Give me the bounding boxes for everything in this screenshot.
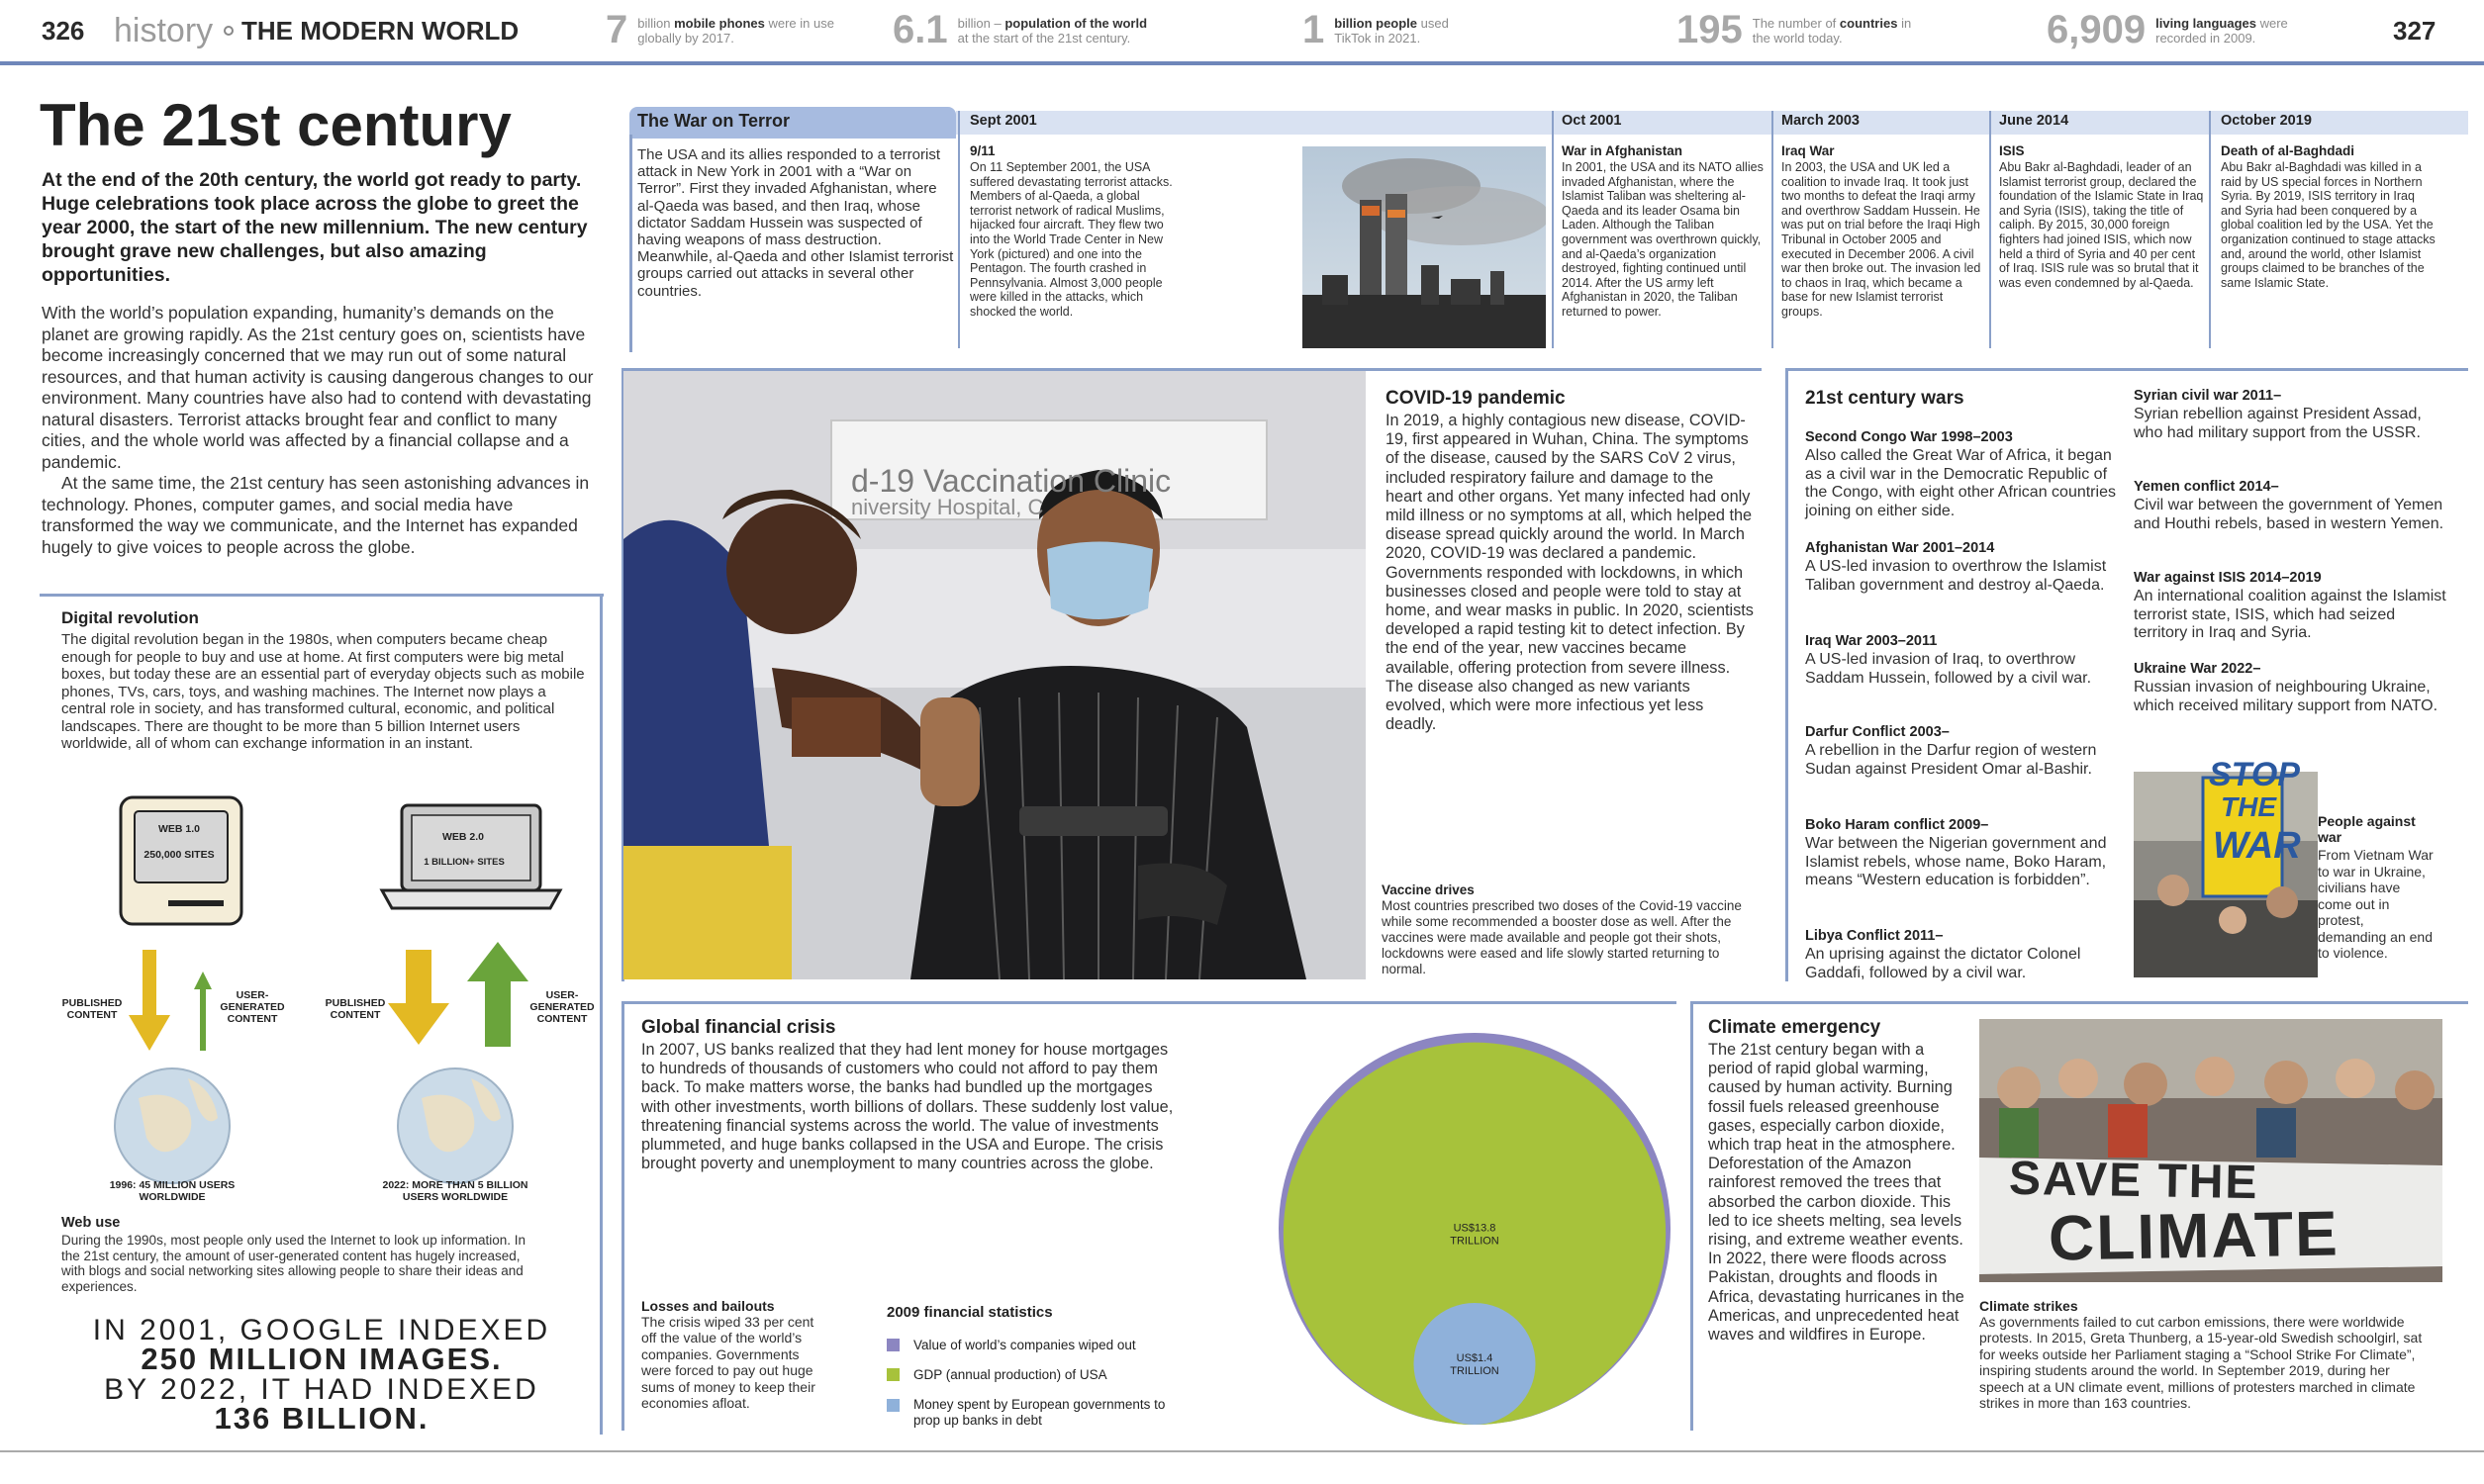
war-on-terror-intro: The USA and its allies responded to a terrorist attack in New York in 2001 with a “War on Terror”. First they invaded Afghanistan, where al-Qaeda was based, and then Iraq, whose dictator Saddam Hussein was suspected of having weapons of mass destruction. Meanwhile, al-Qaeda and other Islamist terrorist groups carried out attacks in several other countries.	[637, 146, 954, 300]
timeline-date: March 2003	[1781, 113, 1860, 129]
war-item	[2134, 479, 2450, 533]
timeline-tick	[1552, 111, 1554, 348]
war-item-body: Also called the Great War of Africa, it began as a civil war in the Democratic Republic of the Congo, with eight other African countries joining on either side.	[1805, 447, 2116, 519]
intro-paragraph: At the same time, the 21st century has seen astonishing advances in technology. Phones, computer games, and social media have transformed the way we communicate, and the Internet has expanded hugely to give voices to people across the globe.	[42, 473, 590, 557]
protest-caption-title: People against war	[2318, 813, 2416, 845]
war-item-title: Boko Haram conflict 2009–	[1805, 817, 1989, 833]
stat-number: 6.1	[893, 8, 948, 51]
event-body: Abu Bakr al-Baghdadi was killed in a raid by US special forces in Northern Syria. By 2019, ISIS territory in Iraq and Syria had been conquered by a global coalition led by the USA. Yet the organization continued to stage attacks and, around the world, other Islamist groups claimed to be branches of the same Islamic State.	[2221, 160, 2436, 290]
event-title: Death of al-Baghdadi	[2221, 143, 2355, 158]
war-item-body: An international coalition against the Islamist terrorist state, ISIS, which had seized territory in Iraq and Syria.	[2134, 588, 2446, 641]
arrow-down-icon	[388, 950, 449, 1045]
header-stat-population	[893, 8, 1156, 52]
timeline-event	[2221, 143, 2436, 290]
twin-towers-photo	[1302, 146, 1546, 348]
arrow-up-icon	[467, 942, 528, 1047]
header-stat-countries	[1676, 8, 1931, 52]
digital-body: The digital revolution began in the 1980s, when computers became cheap enough for people to buy and use at home. At first computers were big metal boxes, but today these are an essential part of everyday objects such as mobile phones, TVs, cars, toys, and washing machines. The Internet now plays a central role in society, and has transformed cultural, economic, and political landscapes. There are thought to be more than 5 billion Internet users worldwide, all of whom can exchange information in an instant.	[61, 631, 585, 752]
header-stat-phones	[606, 8, 835, 52]
legend-label: GDP (annual production) of USA	[913, 1367, 1107, 1382]
losses-body: The crisis wiped 33 per cent off the value of the world’s companies. Governments were forced to pay out huge sums of money to keep their economies afloat.	[641, 1314, 815, 1412]
legend-swatch	[887, 1368, 900, 1381]
war-item-body: A US-led invasion of Iraq, to overthrow Saddam Hussein, followed by a civil war.	[1805, 651, 2092, 687]
banner-text: SAVE THE	[2008, 1152, 2259, 1210]
legend-label: Value of world’s companies wiped out	[913, 1338, 1136, 1352]
users-1996-label: 1996: 45 MILLION USERS WORLDWIDE	[109, 1179, 236, 1203]
protest-sign-text: STOP	[2209, 756, 2300, 793]
bubble-chart	[1277, 1025, 1672, 1431]
war-item	[2134, 661, 2450, 715]
web1-label: WEB 1.0	[157, 823, 200, 835]
financial-title: Global financial crisis	[641, 1017, 836, 1038]
war-item-title: Afghanistan War 2001–2014	[1805, 540, 1995, 556]
page-header	[0, 0, 2484, 65]
timeline-date: Oct 2001	[1562, 113, 1622, 129]
war-item-title: Yemen conflict 2014–	[2134, 479, 2279, 495]
timeline-event	[1562, 143, 1771, 320]
event-title: War in Afghanistan	[1562, 143, 1683, 158]
stat-text: The number of countries in the world today.	[1752, 15, 1912, 46]
arrow-down-icon	[129, 950, 170, 1051]
clinic-sign-text: d-19 Vaccination Clinic	[851, 463, 1172, 499]
war-item-title: Ukraine War 2022–	[2134, 661, 2261, 677]
war-item-body: Syrian rebellion against President Assad, who had military support from the USSR.	[2134, 406, 2422, 441]
event-body: In 2001, the USA and its NATO allies invaded Afghanistan, where the Islamist Taliban was sheltering al-Qaeda and its leader Osama bin Laden. Although the Taliban government was overthrown quickly, and al-Qaeda’s organization destroyed, fighting continued until 2014. After the US army left Afghanistan in 2020, the Taliban returned to power.	[1562, 160, 1764, 319]
event-body: On 11 September 2001, the USA suffered devastating terrorist attacks. Members of al-Qaeda, a global terrorist network of radical Muslims, hijacked four aircraft. They flew two into the World Trade Center in New York (pictured) and one into the Pentagon. The fourth crashed in Pennsylvania. Almost 3,000 people were killed in the attacks, which shocked the world.	[970, 160, 1173, 319]
legend-item	[887, 1367, 1107, 1382]
war-item-title: Syrian civil war 2011–	[2134, 388, 2282, 404]
header-stat-tiktok	[1302, 8, 1482, 52]
panel-border	[40, 594, 604, 597]
protest-caption-body: From Vietnam War to war in Ukraine, civilians have come out in protest, demanding an end to violence.	[2318, 847, 2434, 961]
war-item	[2134, 570, 2450, 643]
bottom-rule	[0, 1450, 2484, 1452]
web1-sites: 250,000 SITES	[143, 849, 215, 861]
stat-text: billion – population of the world at the start of the 21st century.	[957, 15, 1148, 46]
panel-border	[1690, 1001, 2468, 1004]
covid-body: In 2019, a highly contagious new disease, COVID-19, first appeared in Wuhan, China. The symptoms of the disease, caused by the SARS CoV 2 virus, included respiratory failure and damage to the heart and other organs. Yet many infected had only mild illness or no symptoms at all, which helped the disease spread quickly around the world. In March 2020, COVID-19 was declared a pandemic. Governments responded with lockdowns, in which businesses closed and people were told to stay at home, and wear masks in public. In 2020, scientists developed a rapid testing kit to detect infection. By the end of the year, new vaccines became available, offering protection from severe illness. The disease also changed as new variants evolved, which were more infectious yet less deadly.	[1385, 412, 1754, 734]
climate-title: Climate emergency	[1708, 1017, 1881, 1038]
web-use-body: During the 1990s, most people only used the Internet to look up information. In the 21st century, the amount of user-generated content has hugely increased, with blogs and social networking sites allowing people to share their ideas and experiences.	[61, 1233, 526, 1294]
war-item	[1805, 928, 2122, 982]
quote-line: 136 BILLION.	[214, 1401, 430, 1436]
war-item-body: Russian invasion of neighbouring Ukraine, which received military support from NATO.	[2134, 679, 2438, 714]
stat-text: billion mobile phones were in use globally by 2017.	[637, 15, 834, 46]
page-number-left: 326	[42, 16, 85, 46]
banner-text: CLIMATE	[2048, 1197, 2341, 1274]
intro-paragraph: With the world’s population expanding, humanity’s demands on the planet are growing rapidly. As the 21st century goes on, scientists have become increasingly concerned that we may run out of some natural resources, and that human activity is causing dangerous changes to our environment. Many countries have also had to contend with devastating natural disasters. Terrorist attacks brought fear and conflict to many cities, and the whole world was affected by a financial collapse and a pandemic.	[42, 303, 594, 472]
timeline-date: June 2014	[1999, 113, 2069, 129]
user-generated-label: USER-GENERATED CONTENT	[220, 989, 285, 1025]
stat-number: 1	[1302, 8, 1325, 51]
timeline-date: Sept 2001	[970, 113, 1037, 129]
chapter-title: THE MODERN WORLD	[241, 16, 520, 46]
bubble-label: US$1.4 TRILLION	[1450, 1351, 1499, 1377]
timeline-event	[970, 143, 1174, 320]
timeline-tick	[2209, 111, 2211, 348]
war-item-body: War between the Nigerian government and Islamist rebels, whose name, Boko Haram, means “Western education is forbidden”.	[1805, 835, 2107, 888]
chart-title: 2009 financial statistics	[887, 1304, 1053, 1321]
bubble-label: US$13.8 TRILLION	[1450, 1222, 1499, 1248]
digital-title: Digital revolution	[61, 608, 199, 627]
timeline-tick	[1771, 111, 1773, 348]
climate-caption-title: Climate strikes	[1979, 1298, 2078, 1314]
timeline-tick	[958, 111, 960, 348]
page-number-right: 327	[2393, 16, 2436, 46]
war-item-title: Darfur Conflict 2003–	[1805, 724, 1950, 740]
section-label: history	[114, 12, 214, 49]
clinic-sign-text: niversity Hospital, C	[851, 495, 1044, 519]
vaccine-body: Most countries prescribed two doses of the Covid-19 vaccine while some recommended a booster dose as well. After the vaccines were made available and people got their shots, lockdowns were eased and life slowly started returning to normal.	[1382, 898, 1742, 976]
losses-title: Losses and bailouts	[641, 1298, 775, 1314]
header-stat-languages	[2047, 8, 2304, 52]
event-title: 9/11	[970, 143, 996, 158]
stat-number: 7	[606, 8, 628, 51]
users-2022-label: 2022: MORE THAN 5 BILLION USERS WORLDWIDE	[382, 1179, 528, 1203]
published-content-label: PUBLISHED CONTENT	[325, 997, 386, 1021]
panel-border	[621, 1001, 1676, 1004]
war-item-title: Iraq War 2003–2011	[1805, 633, 1938, 649]
section-divider-dot	[224, 26, 234, 36]
globe-icon	[398, 1068, 513, 1183]
war-item	[1805, 429, 2122, 520]
stat-number: 195	[1676, 8, 1743, 51]
war-item	[1805, 817, 2122, 890]
protest-sign-text: THE	[2221, 791, 2276, 822]
war-item	[1805, 724, 2122, 779]
event-title: ISIS	[1999, 143, 2025, 158]
war-item-body: A rebellion in the Darfur region of western Sudan against President Omar al-Bashir.	[1805, 742, 2097, 778]
user-generated-label: USER-GENERATED CONTENT	[529, 989, 595, 1025]
web2-sites: 1 BILLION+ SITES	[424, 857, 505, 868]
legend-swatch	[887, 1399, 900, 1412]
war-item-body: An uprising against the dictator Colonel Gaddafi, followed by a civil war.	[1805, 946, 2081, 981]
panel-border	[629, 135, 632, 352]
war-on-terror-tab: The War on Terror	[629, 107, 956, 139]
war-item	[1805, 633, 2122, 688]
war-item-title: Libya Conflict 2011–	[1805, 928, 1944, 944]
timeline-event	[1999, 143, 2207, 290]
war-item-body: A US-led invasion to overthrow the Islamist Taliban government and destroy al-Qaeda.	[1805, 558, 2107, 594]
published-content-label: PUBLISHED CONTENT	[61, 997, 123, 1021]
wars-title: 21st century wars	[1805, 388, 1964, 409]
protest-sign-text: WAR	[2213, 825, 2301, 867]
timeline-tick	[1989, 111, 1991, 348]
stat-number: 6,909	[2047, 8, 2147, 51]
page-title: The 21st century	[40, 92, 512, 158]
war-item-title: Second Congo War 1998–2003	[1805, 429, 2013, 445]
quote-line: IN 2001, GOOGLE INDEXED	[92, 1314, 551, 1346]
panel-border	[1690, 1001, 1693, 1431]
climate-body: The 21st century began with a period of rapid global warming, caused by human activity. Burning fossil fuels released greenhouse gases, especially carbon dioxide, which trap heat in the atmosphere. Deforestation of the Amazon rainforest removed the trees that absorbed the carbon dioxide. This led to ice sheets melting, sea levels rising, and extreme weather events. In 2022, there were floods across Pakistan, droughts and floods in Africa, devastating hurricanes in the Americas, and unprecedented heat waves and wildfires in Europe.	[1708, 1041, 1964, 1345]
vaccine-title: Vaccine drives	[1382, 882, 1475, 897]
legend-item	[887, 1338, 1136, 1352]
legend-swatch	[887, 1339, 900, 1351]
quote-line: BY 2022, IT HAD INDEXED	[104, 1373, 539, 1406]
financial-body: In 2007, US banks realized that they had lent money for house mortgages to hundreds of thousands of customers who could not afford to pay them back. To make matters worse, the banks had bundled up the mortgages with other investments, worth billions of dollars. These suddenly lost value, threatening financial systems across the world. The value of investments plummeted, and huge banks collapsed in the USA and Europe. The crisis brought poverty and unemployment to many countries across the globe.	[641, 1041, 1174, 1173]
crt-computer-icon	[121, 797, 241, 924]
panel-border	[621, 1001, 624, 1431]
panel-border	[1785, 368, 1788, 981]
war-item-title: War against ISIS 2014–2019	[2134, 570, 2322, 586]
event-body: Abu Bakr al-Baghdadi, leader of an Islamist terrorist group, declared the foundation of the Islamic State in Iraq and Syria (ISIS), taking the title of caliph. By 2015, 30,000 foreign fighters had joined ISIS, which now held a third of Syria and 40 per cent of Iraq. ISIS rule was so brutal that it was even condemned by al-Qaeda.	[1999, 160, 2204, 290]
stat-text: billion people used TikTok in 2021.	[1334, 15, 1449, 46]
panel-border	[1785, 368, 2468, 371]
war-item	[1805, 540, 2122, 595]
covid-title: COVID-19 pandemic	[1385, 388, 1566, 409]
event-title: Iraq War	[1781, 143, 1835, 158]
globe-icon	[115, 1068, 230, 1183]
event-body: In 2003, the USA and UK led a coalition to invade Iraq. It took just two months to defeat the Iraqi army and overthrow Saddam Hussein. He was put on trial before the Iraqi High Tribunal in October 2005 and executed in December 2006. A civil war then broke out. The invasion led to chaos in Iraq, which became a base for new Islamist terrorist groups.	[1781, 160, 1981, 319]
intro-body	[42, 303, 606, 558]
web-use-title: Web use	[61, 1215, 121, 1231]
climate-caption-body: As governments failed to cut carbon emissions, there were worldwide protests. In 2015, Greta Thunberg, a 15-year-old Swedish schoolgirl, sat for weeks outside her Parliament staging a “School Strike For Climate”, inspiring students around the world. In September 2019, during her speech at a UN climate event, millions of protesters marched in climate strikes in more than 163 countries.	[1979, 1314, 2423, 1412]
war-item-body: Civil war between the government of Yemen and Houthi rebels, based in western Yemen.	[2134, 497, 2444, 532]
quote-line: 250 MILLION IMAGES.	[141, 1342, 503, 1376]
intro-lead: At the end of the 20th century, the world got ready to party. Huge celebrations took place across the globe to greet the year 2000, the start of the new millennium. The new century brought grave new challenges, but also amazing opportunities.	[42, 169, 588, 286]
timeline-date: October 2019	[2221, 113, 2312, 129]
legend-label: Money spent by European governments to prop up banks in debt	[913, 1397, 1166, 1428]
timeline-event	[1781, 143, 1985, 320]
war-item	[2134, 388, 2450, 442]
web2-label: WEB 2.0	[441, 831, 484, 843]
legend-item	[887, 1397, 1191, 1429]
stat-text: living languages were recorded in 2009.	[2155, 15, 2288, 46]
